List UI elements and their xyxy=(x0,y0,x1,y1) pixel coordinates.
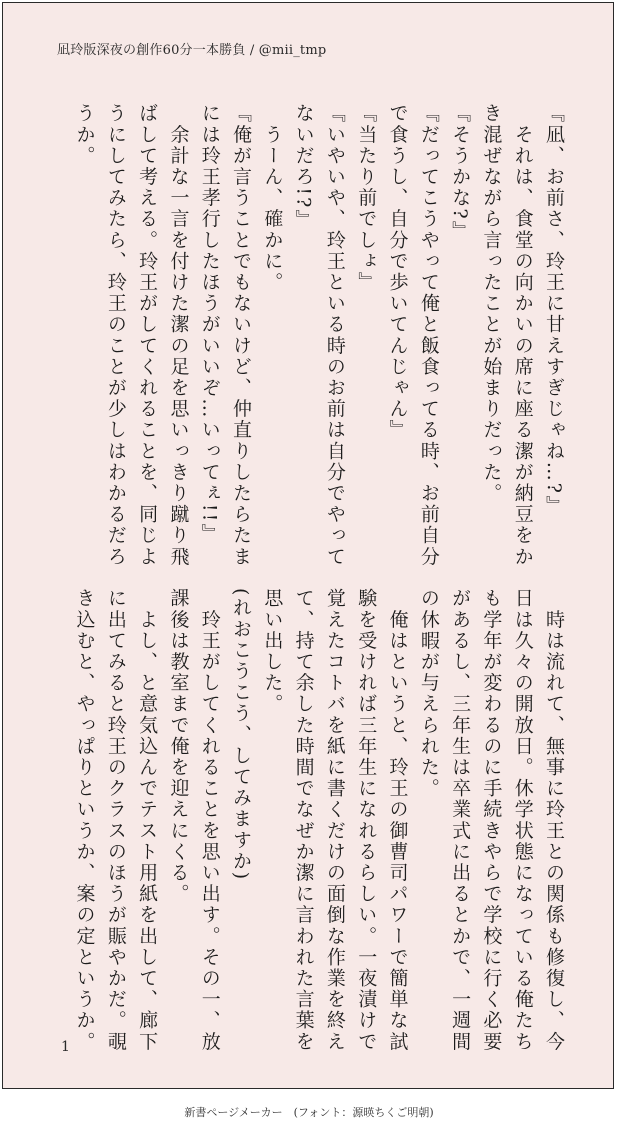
text-line: き込むと、やっぱりというか、案の定というか。 xyxy=(73,588,96,1053)
text-line: (れおこうこう、してみますか) xyxy=(230,588,253,882)
text-line: 日は久々の開放日。休学状態になっている俺たち xyxy=(511,588,534,1053)
text-line: うか。 xyxy=(73,103,96,167)
text-line: 験を受ければ三年生になれるらしい。一夜漬けで xyxy=(355,588,378,1053)
text-line: 『だってこうやって俺と飯食ってる時、お前自分 xyxy=(417,103,440,568)
text-line: き混ぜながら言ったことが始まりだった。 xyxy=(480,103,503,504)
text-line: の休暇が与えられた。 xyxy=(417,588,440,799)
text-line: 思い出した。 xyxy=(261,588,284,715)
text-line: 玲王がしてくれることを思い出す。その一、放 xyxy=(198,588,221,1053)
text-line: も学年が変わるのに手続きやらで学校に行く必要 xyxy=(480,588,503,1053)
text-line: それは、食堂の向かいの席に座る潔が納豆をか xyxy=(511,103,534,568)
text-block-upper xyxy=(68,103,569,568)
text-line: 俺はというと、玲王の御曹司パワーで簡単な試 xyxy=(386,588,409,1053)
footer-credit: 新書ページメーカー (フォント：源暎ちくご明朝) xyxy=(184,1106,434,1119)
manuscript-page xyxy=(2,2,614,1089)
text-line: があるし、三年生は卒業式に出るとかで、一週間 xyxy=(449,588,472,1053)
text-line: 『凪、お前さ、玲王に甘えすぎじゃね…?』 xyxy=(543,103,565,517)
text-line: 『いやいや、玲王といる時のお前は自分でやって xyxy=(323,103,346,568)
text-line: て、持て余した時間でなぜか潔に言われた言葉を xyxy=(292,588,315,1053)
text-line: 余計な一言を付けた潔の足を思いっきり蹴り飛 xyxy=(167,103,190,568)
text-line: 覚えたコトバを紙に書くだけの面倒な作業を終え xyxy=(323,588,346,1053)
text-line: 『当たり前でしょ』 xyxy=(355,103,378,293)
text-line: には玲王孝行したほうがいいぞ…いってぇ!!』 xyxy=(198,103,221,545)
text-line: 『俺が言うことでもないけど、仲直りしたらたま xyxy=(230,103,253,568)
text-line: 時は流れて、無事に玲王との関係も修復し、今 xyxy=(543,588,565,1053)
text-line: で食うし、自分で歩いてんじゃん』 xyxy=(386,103,409,441)
text-block-lower xyxy=(68,588,569,1053)
page-number: 1 xyxy=(61,1039,70,1055)
text-line: うーん、確かに。 xyxy=(261,103,284,293)
text-line: 課後は教室まで俺を迎えにくる。 xyxy=(167,588,190,905)
text-line: ばして考える。玲王がしてくれることを、同じよ xyxy=(136,103,159,568)
page-header: 凪玲版深夜の創作60分一本勝負 / @mii_tmp xyxy=(57,43,327,58)
text-line: 『そうかな?』 xyxy=(449,103,472,242)
text-line: よし、と意気込んでテスト用紙を出して、廊下 xyxy=(136,588,159,1053)
text-line: ないだろ!?』 xyxy=(292,103,315,231)
text-line: に出てみると玲王のクラスのほうが賑やかだ。覗 xyxy=(104,588,127,1053)
text-line: うにしてみたら、玲王のことが少しはわかるだろ xyxy=(104,103,127,568)
